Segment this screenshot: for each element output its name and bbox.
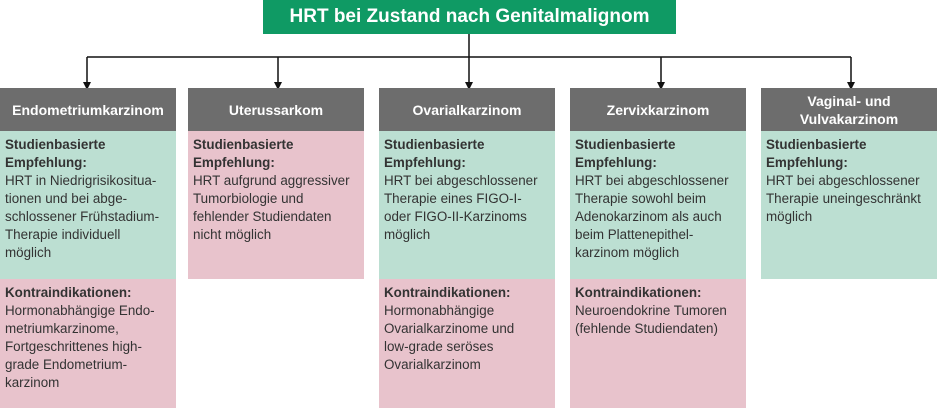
contraindication-text: Hormonabhängige Ovarialkarzinome und low-grade seröses Ovarialkarzinom xyxy=(384,303,515,372)
recommendation-block xyxy=(570,131,746,279)
column-vaginal-vulvakarzinom xyxy=(761,88,937,279)
recommendation-text: HRT in Niedrigrisikositua- tionen und bei abge- schlossener Frühstadium- Therapie individuell möglich xyxy=(5,173,160,260)
column-zervixkarzinom xyxy=(570,88,746,408)
recommendation-block xyxy=(761,131,937,279)
column-uterussarkom xyxy=(188,88,364,279)
recommendation-label: Studienbasierte Empfehlung: xyxy=(5,137,106,170)
contraindication-block xyxy=(0,279,176,408)
column-header: Endometriumkarzinom xyxy=(0,88,176,131)
recommendation-block xyxy=(188,131,364,279)
recommendation-label: Studienbasierte Empfehlung: xyxy=(766,137,867,170)
recommendation-label: Studienbasierte Empfehlung: xyxy=(575,137,676,170)
column-endometriumkarzinom xyxy=(0,88,176,408)
contraindication-label: Kontraindikationen: xyxy=(384,285,511,300)
column-header: Ovarialkarzinom xyxy=(379,88,555,131)
recommendation-text: HRT bei abgeschlossener Therapie uneingeschränkt möglich xyxy=(766,173,921,224)
recommendation-block xyxy=(379,131,555,279)
root-title: HRT bei Zustand nach Genitalmalignom xyxy=(289,6,650,27)
contraindication-label: Kontraindikationen: xyxy=(575,285,702,300)
recommendation-label: Studienbasierte Empfehlung: xyxy=(193,137,294,170)
contraindication-text: Hormonabhängige Endo- metriumkarzinome, Fortgeschrittenes high- grade Endometrium- karzinom xyxy=(5,303,155,390)
recommendation-text: HRT aufgrund aggressiver Tumorbiologie und fehlender Studiendaten nicht möglich xyxy=(193,173,350,242)
recommendation-text: HRT bei abgeschlossener Therapie eines FIGO-I- oder FIGO-II-Karzinoms möglich xyxy=(384,173,538,242)
recommendation-label: Studienbasierte Empfehlung: xyxy=(384,137,485,170)
column-header: Uterussarkom xyxy=(188,88,364,131)
contraindication-block xyxy=(570,279,746,408)
column-header: Vaginal- und Vulvakarzinom xyxy=(761,88,937,131)
contraindication-label: Kontraindikationen: xyxy=(5,285,132,300)
recommendation-text: HRT bei abgeschlossener Therapie sowohl beim Adenokarzinom als auch beim Plattenepithel- karzinom möglich xyxy=(575,173,729,260)
contraindication-text: Neuroendokrine Tumoren (fehlende Studiendaten) xyxy=(575,303,727,336)
contraindication-block xyxy=(379,279,555,408)
recommendation-block xyxy=(0,131,176,279)
column-ovarialkarzinom xyxy=(379,88,555,408)
column-header: Zervixkarzinom xyxy=(570,88,746,131)
root-title-box xyxy=(263,0,676,34)
